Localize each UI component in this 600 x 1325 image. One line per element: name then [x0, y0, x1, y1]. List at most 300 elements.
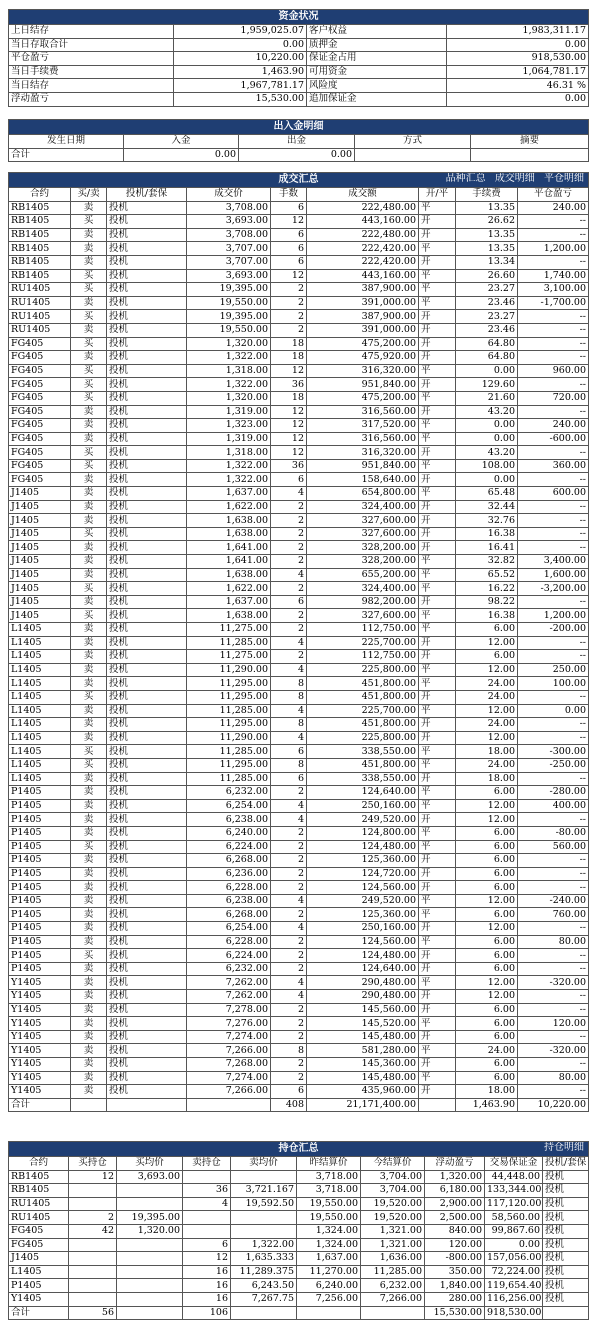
position-header-row — [9, 1157, 589, 1171]
position-cell: 3,721.167 — [231, 1184, 297, 1198]
open-close-cell: 平 — [419, 840, 456, 854]
side-cell: 卖 — [71, 255, 107, 269]
price-cell: 11,295.00 — [187, 718, 271, 732]
cash-in-out-table — [8, 119, 589, 162]
contract-cell: L1405 — [9, 636, 71, 650]
column-header: 浮动盈亏 — [425, 1157, 485, 1171]
contract-cell: Y1405 — [9, 976, 71, 990]
hedge-cell: 投机 — [107, 990, 187, 1004]
position-cell: RB1405 — [9, 1184, 69, 1198]
contract-cell: RU1405 — [9, 323, 71, 337]
hedge-cell: 投机 — [107, 269, 187, 283]
capital-label: 客户权益 — [307, 25, 447, 39]
capital-value: 0.00 — [447, 38, 589, 52]
capital-label: 当日存取合计 — [9, 38, 174, 52]
position-cell: 6,243.50 — [231, 1279, 297, 1293]
table-row — [9, 391, 589, 405]
lots-cell: 2 — [271, 623, 307, 637]
price-cell: 1,318.00 — [187, 446, 271, 460]
link-position-detail[interactable]: 持仓明细 — [544, 1142, 584, 1153]
position-cell — [69, 1265, 117, 1279]
table-row — [9, 731, 589, 745]
capital-label: 追加保证金 — [307, 92, 447, 106]
contract-cell: RU1405 — [9, 310, 71, 324]
capital-value: 46.31 % — [447, 79, 589, 93]
open-close-cell: 开 — [419, 922, 456, 936]
fee-cell: 6.00 — [456, 881, 518, 895]
contract-cell: RB1405 — [9, 242, 71, 256]
amount-cell: 328,200.00 — [307, 555, 419, 569]
column-header: 合约 — [9, 1157, 69, 1171]
price-cell: 3,708.00 — [187, 228, 271, 242]
total-cell — [107, 1098, 187, 1112]
table-row — [9, 976, 589, 990]
total-cell: 合计 — [9, 1306, 69, 1320]
open-close-cell: 平 — [419, 419, 456, 433]
amount-cell: 338,550.00 — [307, 772, 419, 786]
position-cell: 42 — [69, 1224, 117, 1238]
fee-cell: 6.00 — [456, 826, 518, 840]
fee-cell: 12.00 — [456, 976, 518, 990]
table-row — [9, 1071, 589, 1085]
table-row — [9, 854, 589, 868]
fee-cell: 12.00 — [456, 990, 518, 1004]
lots-cell: 2 — [271, 500, 307, 514]
hedge-cell: 投机 — [107, 541, 187, 555]
fee-cell: 0.00 — [456, 473, 518, 487]
close-pnl-cell: -- — [518, 228, 589, 242]
position-cell: 投机 — [543, 1238, 589, 1252]
amount-cell: 124,640.00 — [307, 786, 419, 800]
lots-cell: 12 — [271, 405, 307, 419]
lots-cell: 2 — [271, 1058, 307, 1072]
position-cell: 7,266.00 — [361, 1292, 425, 1306]
open-close-cell: 平 — [419, 758, 456, 772]
open-close-cell: 平 — [419, 663, 456, 677]
amount-cell: 225,700.00 — [307, 704, 419, 718]
amount-cell: 250,160.00 — [307, 922, 419, 936]
open-close-cell: 平 — [419, 935, 456, 949]
position-cell: 投机 — [543, 1265, 589, 1279]
amount-cell: 316,560.00 — [307, 405, 419, 419]
table-row — [9, 1265, 589, 1279]
lots-cell: 12 — [271, 364, 307, 378]
side-cell: 卖 — [71, 935, 107, 949]
total-cell: 合计 — [9, 1098, 71, 1112]
capital-label: 当日结存 — [9, 79, 174, 93]
side-cell: 卖 — [71, 242, 107, 256]
side-cell: 卖 — [71, 826, 107, 840]
hedge-cell: 投机 — [107, 718, 187, 732]
contract-cell: L1405 — [9, 704, 71, 718]
side-cell: 卖 — [71, 908, 107, 922]
fee-cell: 64.80 — [456, 351, 518, 365]
hedge-cell: 投机 — [107, 1003, 187, 1017]
contract-cell: J1405 — [9, 568, 71, 582]
position-cell: 44,448.00 — [485, 1170, 543, 1184]
position-cell: 12 — [183, 1252, 231, 1266]
close-pnl-cell: -280.00 — [518, 786, 589, 800]
price-cell: 6,268.00 — [187, 908, 271, 922]
lots-cell: 2 — [271, 867, 307, 881]
open-close-cell: 开 — [419, 378, 456, 392]
close-pnl-cell: 400.00 — [518, 799, 589, 813]
lots-cell: 8 — [271, 718, 307, 732]
amount-cell: 145,520.00 — [307, 1017, 419, 1031]
price-cell: 6,254.00 — [187, 799, 271, 813]
contract-cell: L1405 — [9, 758, 71, 772]
position-cell — [231, 1170, 297, 1184]
fee-cell: 21.60 — [456, 391, 518, 405]
hedge-cell: 投机 — [107, 677, 187, 691]
amount-cell: 443,160.00 — [307, 269, 419, 283]
price-cell: 7,262.00 — [187, 976, 271, 990]
table-row — [9, 310, 589, 324]
close-pnl-cell: 560.00 — [518, 840, 589, 854]
amount-cell: 145,480.00 — [307, 1071, 419, 1085]
open-close-cell: 开 — [419, 1058, 456, 1072]
price-cell: 11,275.00 — [187, 650, 271, 664]
contract-cell: P1405 — [9, 922, 71, 936]
position-cell: 6 — [183, 1238, 231, 1252]
position-cell: 6,180.00 — [425, 1184, 485, 1198]
link-variety-summary[interactable]: 品种汇总 — [445, 173, 486, 184]
close-pnl-cell: 1,600.00 — [518, 568, 589, 582]
open-close-cell: 平 — [419, 609, 456, 623]
side-cell: 买 — [71, 364, 107, 378]
contract-cell: Y1405 — [9, 1058, 71, 1072]
close-pnl-cell: -- — [518, 255, 589, 269]
contract-cell: FG405 — [9, 459, 71, 473]
capital-row — [9, 65, 589, 79]
price-cell: 1,637.00 — [187, 487, 271, 501]
amount-cell: 324,400.00 — [307, 582, 419, 596]
fee-cell: 12.00 — [456, 704, 518, 718]
fee-cell: 32.82 — [456, 555, 518, 569]
link-close-detail[interactable]: 平仓明细 — [544, 173, 584, 184]
price-cell: 11,285.00 — [187, 704, 271, 718]
price-cell: 19,550.00 — [187, 323, 271, 337]
lots-cell: 12 — [271, 446, 307, 460]
open-close-cell: 开 — [419, 405, 456, 419]
close-pnl-cell: -- — [518, 310, 589, 324]
contract-cell: FG405 — [9, 351, 71, 365]
open-close-cell: 平 — [419, 568, 456, 582]
table-row — [9, 1044, 589, 1058]
table-row — [9, 922, 589, 936]
position-cell: 1,322.00 — [231, 1238, 297, 1252]
hedge-cell: 投机 — [107, 1017, 187, 1031]
contract-cell: L1405 — [9, 650, 71, 664]
lots-cell: 4 — [271, 976, 307, 990]
side-cell: 卖 — [71, 623, 107, 637]
contract-cell: Y1405 — [9, 1030, 71, 1044]
hedge-cell: 投机 — [107, 337, 187, 351]
hedge-cell: 投机 — [107, 242, 187, 256]
contract-cell: J1405 — [9, 555, 71, 569]
side-cell: 卖 — [71, 990, 107, 1004]
price-cell: 3,693.00 — [187, 269, 271, 283]
fee-cell: 108.00 — [456, 459, 518, 473]
table-row — [9, 745, 589, 759]
column-header: 成交额 — [307, 188, 419, 202]
fee-cell: 6.00 — [456, 623, 518, 637]
position-cell: 3,693.00 — [117, 1170, 183, 1184]
amount-cell: 327,600.00 — [307, 609, 419, 623]
position-cell: 280.00 — [425, 1292, 485, 1306]
open-close-cell: 开 — [419, 527, 456, 541]
column-header: 平仓盈亏 — [518, 188, 589, 202]
table-row — [9, 1184, 589, 1198]
hedge-cell: 投机 — [107, 786, 187, 800]
hedge-cell: 投机 — [107, 908, 187, 922]
lots-cell: 6 — [271, 595, 307, 609]
position-cell — [117, 1279, 183, 1293]
contract-cell: L1405 — [9, 690, 71, 704]
table-row — [9, 949, 589, 963]
amount-cell: 112,750.00 — [307, 623, 419, 637]
table-row — [9, 1085, 589, 1099]
lots-cell: 2 — [271, 949, 307, 963]
open-close-cell: 开 — [419, 446, 456, 460]
table-row — [9, 772, 589, 786]
table-row — [9, 799, 589, 813]
contract-cell: Y1405 — [9, 1044, 71, 1058]
total-cell — [297, 1306, 361, 1320]
hedge-cell: 投机 — [107, 758, 187, 772]
table-row — [9, 337, 589, 351]
contract-cell: P1405 — [9, 867, 71, 881]
price-cell: 6,254.00 — [187, 922, 271, 936]
hedge-cell: 投机 — [107, 310, 187, 324]
position-cell: 6,232.00 — [361, 1279, 425, 1293]
side-cell: 卖 — [71, 514, 107, 528]
amount-cell: 391,000.00 — [307, 323, 419, 337]
fee-cell: 26.62 — [456, 215, 518, 229]
lots-cell: 2 — [271, 582, 307, 596]
hedge-cell: 投机 — [107, 1085, 187, 1099]
open-close-cell: 开 — [419, 718, 456, 732]
table-row — [9, 568, 589, 582]
table-row — [9, 269, 589, 283]
contract-cell: P1405 — [9, 799, 71, 813]
table-row — [9, 623, 589, 637]
close-pnl-cell: -- — [518, 854, 589, 868]
close-pnl-cell: -- — [518, 922, 589, 936]
position-cell: 1,321.00 — [361, 1238, 425, 1252]
total-cell: 15,530.00 — [425, 1306, 485, 1320]
price-cell: 1,638.00 — [187, 609, 271, 623]
table-row — [9, 935, 589, 949]
side-cell: 卖 — [71, 894, 107, 908]
contract-cell: FG405 — [9, 419, 71, 433]
lots-cell: 4 — [271, 922, 307, 936]
open-close-cell: 平 — [419, 799, 456, 813]
contract-cell: P1405 — [9, 894, 71, 908]
amount-cell: 145,360.00 — [307, 1058, 419, 1072]
contract-cell: J1405 — [9, 582, 71, 596]
fee-cell: 12.00 — [456, 894, 518, 908]
close-pnl-cell: -- — [518, 514, 589, 528]
column-header: 入金 — [124, 135, 239, 149]
lots-cell: 12 — [271, 432, 307, 446]
lots-cell: 18 — [271, 351, 307, 365]
price-cell: 6,236.00 — [187, 867, 271, 881]
open-close-cell: 开 — [419, 1030, 456, 1044]
open-close-cell: 平 — [419, 677, 456, 691]
side-cell: 卖 — [71, 962, 107, 976]
open-close-cell: 平 — [419, 623, 456, 637]
close-pnl-cell: -- — [518, 949, 589, 963]
close-pnl-cell: -320.00 — [518, 1044, 589, 1058]
position-cell: 350.00 — [425, 1265, 485, 1279]
side-cell: 卖 — [71, 663, 107, 677]
close-pnl-cell: -- — [518, 881, 589, 895]
amount-cell: 290,480.00 — [307, 976, 419, 990]
hedge-cell: 投机 — [107, 419, 187, 433]
column-header: 摘要 — [471, 135, 589, 149]
price-cell: 11,290.00 — [187, 731, 271, 745]
amount-cell: 387,900.00 — [307, 310, 419, 324]
total-cell: 408 — [271, 1098, 307, 1112]
total-cell: 1,463.90 — [456, 1098, 518, 1112]
contract-cell: Y1405 — [9, 1017, 71, 1031]
table-row — [9, 351, 589, 365]
fee-cell: 12.00 — [456, 799, 518, 813]
amount-cell: 655,200.00 — [307, 568, 419, 582]
amount-cell: 222,480.00 — [307, 201, 419, 215]
amount-cell: 225,800.00 — [307, 663, 419, 677]
side-cell: 买 — [71, 269, 107, 283]
contract-cell: Y1405 — [9, 1085, 71, 1099]
trade-total-row — [9, 1098, 589, 1112]
trade-header-row — [9, 188, 589, 202]
contract-cell: RU1405 — [9, 283, 71, 297]
hedge-cell: 投机 — [107, 704, 187, 718]
lots-cell: 4 — [271, 636, 307, 650]
amount-cell: 225,700.00 — [307, 636, 419, 650]
hedge-cell: 投机 — [107, 813, 187, 827]
column-header: 成交价 — [187, 188, 271, 202]
close-pnl-cell: 0.00 — [518, 704, 589, 718]
contract-cell: RB1405 — [9, 269, 71, 283]
column-header: 投机/套保 — [543, 1157, 589, 1171]
fee-cell: 32.44 — [456, 500, 518, 514]
fee-cell: 6.00 — [456, 840, 518, 854]
total-cell — [543, 1306, 589, 1320]
open-close-cell: 开 — [419, 255, 456, 269]
contract-cell: L1405 — [9, 663, 71, 677]
price-cell: 7,278.00 — [187, 1003, 271, 1017]
side-cell: 卖 — [71, 595, 107, 609]
lots-cell: 6 — [271, 745, 307, 759]
side-cell: 卖 — [71, 867, 107, 881]
lots-cell: 18 — [271, 337, 307, 351]
close-pnl-cell: -- — [518, 378, 589, 392]
side-cell: 卖 — [71, 650, 107, 664]
table-row — [9, 1197, 589, 1211]
open-close-cell: 开 — [419, 990, 456, 1004]
hedge-cell: 投机 — [107, 826, 187, 840]
price-cell: 1,622.00 — [187, 500, 271, 514]
close-pnl-cell: 120.00 — [518, 1017, 589, 1031]
position-cell — [69, 1238, 117, 1252]
close-pnl-cell: -- — [518, 337, 589, 351]
fee-cell: 129.60 — [456, 378, 518, 392]
link-trade-detail[interactable]: 成交明细 — [494, 173, 535, 184]
hedge-cell: 投机 — [107, 1030, 187, 1044]
lots-cell: 2 — [271, 283, 307, 297]
lots-cell: 12 — [271, 419, 307, 433]
side-cell: 卖 — [71, 1017, 107, 1031]
close-pnl-cell: -- — [518, 1058, 589, 1072]
close-pnl-cell: -- — [518, 813, 589, 827]
table-row — [9, 677, 589, 691]
fee-cell: 24.00 — [456, 1044, 518, 1058]
price-cell: 11,285.00 — [187, 772, 271, 786]
column-header: 方式 — [355, 135, 471, 149]
fee-cell: 0.00 — [456, 364, 518, 378]
fee-cell: 18.00 — [456, 772, 518, 786]
contract-cell: J1405 — [9, 541, 71, 555]
fee-cell: 18.00 — [456, 745, 518, 759]
fee-cell: 65.48 — [456, 487, 518, 501]
column-header: 手数 — [271, 188, 307, 202]
contract-cell: L1405 — [9, 731, 71, 745]
column-header: 买均价 — [117, 1157, 183, 1171]
close-pnl-cell: -300.00 — [518, 745, 589, 759]
side-cell: 卖 — [71, 922, 107, 936]
amount-cell: 581,280.00 — [307, 1044, 419, 1058]
price-cell: 1,638.00 — [187, 568, 271, 582]
close-pnl-cell: 720.00 — [518, 391, 589, 405]
fee-cell: 6.00 — [456, 908, 518, 922]
contract-cell: L1405 — [9, 772, 71, 786]
open-close-cell: 平 — [419, 826, 456, 840]
side-cell: 卖 — [71, 636, 107, 650]
amount-cell: 951,840.00 — [307, 378, 419, 392]
side-cell: 买 — [71, 459, 107, 473]
hedge-cell: 投机 — [107, 609, 187, 623]
amount-cell: 982,200.00 — [307, 595, 419, 609]
hedge-cell: 投机 — [107, 215, 187, 229]
lots-cell: 18 — [271, 391, 307, 405]
lots-cell: 2 — [271, 840, 307, 854]
hedge-cell: 投机 — [107, 881, 187, 895]
hedge-cell: 投机 — [107, 364, 187, 378]
fee-cell: 6.00 — [456, 935, 518, 949]
hedge-cell: 投机 — [107, 922, 187, 936]
price-cell: 3,707.00 — [187, 242, 271, 256]
lots-cell: 6 — [271, 228, 307, 242]
position-cell — [69, 1197, 117, 1211]
price-cell: 1,641.00 — [187, 555, 271, 569]
position-cell: P1405 — [9, 1279, 69, 1293]
fee-cell: 6.00 — [456, 786, 518, 800]
contract-cell: RB1405 — [9, 228, 71, 242]
hedge-cell: 投机 — [107, 351, 187, 365]
amount-cell: 443,160.00 — [307, 215, 419, 229]
amount-cell: 316,560.00 — [307, 432, 419, 446]
position-cell: 1,637.00 — [297, 1252, 361, 1266]
price-cell: 11,295.00 — [187, 677, 271, 691]
position-cell: RU1405 — [9, 1197, 69, 1211]
capital-row — [9, 38, 589, 52]
open-close-cell: 平 — [419, 1044, 456, 1058]
lots-cell: 2 — [271, 908, 307, 922]
hedge-cell: 投机 — [107, 976, 187, 990]
position-cell: 1,324.00 — [297, 1224, 361, 1238]
